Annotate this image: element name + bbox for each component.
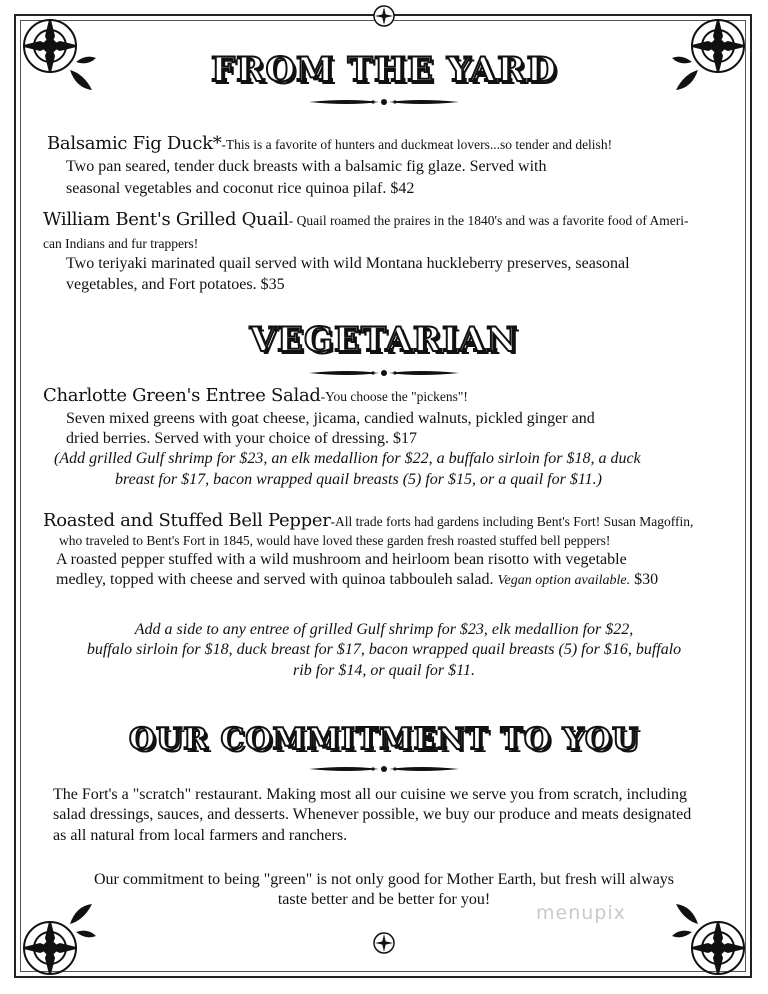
item-note: -You choose the "pickens"! (320, 389, 468, 404)
scroll-divider-icon (0, 96, 768, 108)
item-name: Roasted and Stuffed Bell Pepper (43, 510, 331, 531)
commitment-text: as all natural from local farmers and ranchers. (53, 827, 348, 844)
commitment-text: The Fort's a "scratch" restaurant. Making most all our cuisine we serve you from scratch, including (53, 786, 687, 803)
item-name: William Bent's Grilled Quail (43, 209, 289, 230)
compass-rose-icon (373, 932, 395, 954)
item-description: dried berries. Served with your choice of dressing. $17 (66, 430, 418, 447)
item-description: Two pan seared, tender duck breasts with a balsamic fig glaze. Served with (66, 158, 547, 175)
menu-item-salad (43, 385, 468, 406)
item-description: seasonal vegetables and coconut rice quinoa pilaf. $42 (66, 180, 415, 197)
item-note: can Indians and fur trappers! (43, 236, 199, 251)
item-description: vegetables, and Fort potatoes. $35 (66, 276, 285, 293)
menu-item-pepper (43, 510, 693, 531)
item-note: who traveled to Bent's Fort in 1845, would have loved these garden fresh roasted stuffed bell peppers! (59, 533, 611, 548)
item-addon: breast for $17, bacon wrapped quail breasts (5) for $15, or a quail for $11.) (115, 471, 602, 488)
commitment-text: salad dressings, sauces, and desserts. Whenever possible, we buy our produce and meats designated (53, 806, 692, 823)
commitment-text: Our commitment to being "green" is not only good for Mother Earth, but fresh will always (93, 871, 675, 888)
item-addon: (Add grilled Gulf shrimp for $23, an elk medallion for $22, a buffalo sirloin for $18, a duck (54, 450, 641, 467)
scroll-divider-icon (0, 763, 768, 775)
item-description-last (56, 571, 658, 589)
menu-item-duck (47, 133, 612, 154)
item-name: Charlotte Green's Entree Salad (43, 385, 321, 406)
item-note: -All trade forts had gardens including Bent's Fort! Susan Magoffin, (330, 514, 694, 529)
commitment-text: taste better and be better for you! (277, 891, 491, 908)
watermark: menupix (536, 902, 626, 924)
item-name: Balsamic Fig Duck* (47, 133, 222, 154)
sides-text: rib for $14, or quail for $11. (293, 662, 475, 679)
item-note: - Quail roamed the praires in the 1840's and was a favorite food of Ameri- (288, 213, 689, 228)
scroll-divider-icon (0, 367, 768, 379)
vegan-note: Vegan option available. (497, 573, 631, 588)
item-price: $30 (634, 571, 659, 588)
item-note: -This is a favorite of hunters and duckmeat lovers...so tender and delish! (221, 137, 613, 152)
menu-item-quail (43, 209, 689, 230)
section-heading-commitment: OUR COMMITMENT TO YOU (128, 722, 640, 757)
floral-rosette-icon (10, 900, 98, 988)
item-description: Two teriyaki marinated quail served with wild Montana huckleberry preserves, seasonal (66, 255, 630, 272)
sides-text: Add a side to any entree of grilled Gulf shrimp for $23, elk medallion for $22, (134, 621, 634, 638)
section-heading-vegetarian: VEGETARIAN (249, 320, 519, 360)
item-description: Seven mixed greens with goat cheese, jicama, candied walnuts, pickled ginger and (66, 410, 595, 427)
section-heading-yard: FROM THE YARD (211, 50, 557, 90)
floral-rosette-icon (670, 900, 758, 988)
item-description: medley, topped with cheese and served with quinoa tabbouleh salad. (56, 571, 494, 588)
compass-rose-icon (373, 5, 395, 27)
sides-text: buffalo sirloin for $18, duck breast for $17, bacon wrapped quail breasts (5) for $16, buffalo (86, 641, 682, 658)
item-description: A roasted pepper stuffed with a wild mushroom and heirloom bean risotto with vegetable (56, 551, 627, 568)
